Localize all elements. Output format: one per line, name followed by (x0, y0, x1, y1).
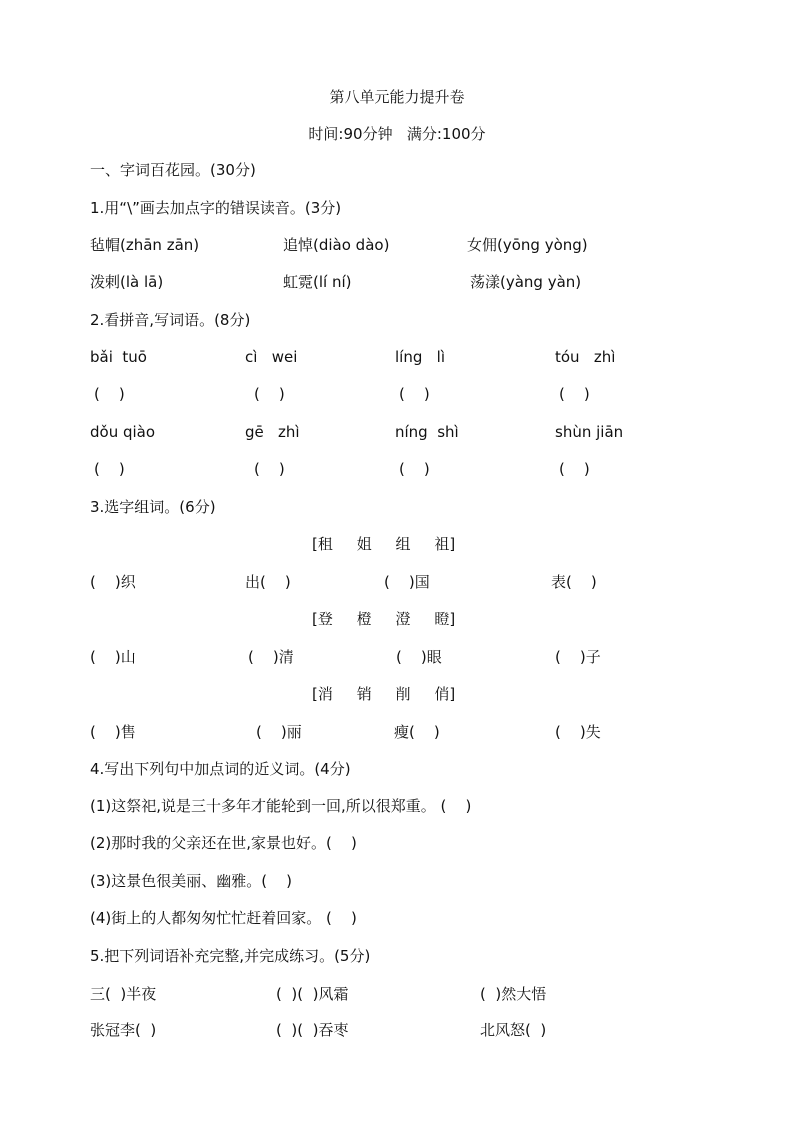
q1-item: 追悼(diào dào) (283, 236, 390, 254)
page-title: 第八单元能力提升卷 (329, 88, 465, 106)
section-heading: 一、字词百花园。(30分) (90, 161, 256, 179)
q3-item[interactable]: ( )山 (90, 648, 136, 666)
q1-item: 荡漾(yàng yàn) (470, 273, 582, 291)
q3-item[interactable]: 出( ) (245, 573, 291, 591)
character-group: [消 销 削 俏] (312, 685, 456, 703)
q3-item[interactable]: ( )国 (384, 573, 430, 591)
question-2-prompt: 2.看拼音,写词语。(8分) (90, 311, 251, 329)
answer-blank[interactable]: ( ) (399, 385, 430, 403)
q1-item: 虹霓(lí ní) (283, 273, 352, 291)
answer-blank[interactable]: ( ) (254, 460, 285, 478)
q5-idiom[interactable]: ( )然大悟 (480, 985, 547, 1003)
q3-item[interactable]: 瘦( ) (394, 723, 440, 741)
q4-sentence: (4)街上的人都匆匆忙忙赶着回家。 ( ) (90, 909, 357, 927)
pinyin-cell: níng shì (395, 423, 459, 441)
answer-blank[interactable]: ( ) (94, 385, 125, 403)
pinyin-cell: shùn jiān (555, 423, 624, 441)
pinyin-cell: tóu zhì (555, 348, 616, 366)
q1-item: 女佣(yōng yòng) (467, 236, 588, 254)
q4-sentence: (3)这景色很美丽、幽雅。( ) (90, 872, 293, 890)
q5-idiom[interactable]: ( )( )吞枣 (276, 1021, 349, 1039)
question-4-prompt: 4.写出下列句中加点词的近义词。(4分) (90, 760, 351, 778)
q5-idiom[interactable]: 三( )半夜 (90, 985, 157, 1003)
q3-item[interactable]: ( )子 (555, 648, 601, 666)
q3-item[interactable]: ( )织 (90, 573, 136, 591)
character-group: [租 姐 组 祖] (312, 535, 456, 553)
q5-idiom[interactable]: ( )( )风霜 (276, 985, 349, 1003)
q1-item: 毡帽(zhān zān) (90, 236, 200, 254)
answer-blank[interactable]: ( ) (254, 385, 285, 403)
answer-blank[interactable]: ( ) (399, 460, 430, 478)
q3-item[interactable]: 表( ) (551, 573, 597, 591)
exam-time-score: 时间:90分钟 满分:100分 (308, 125, 486, 143)
pinyin-cell: cì wei (245, 348, 298, 366)
q3-item[interactable]: ( )失 (555, 723, 601, 741)
pinyin-cell: gē zhì (245, 423, 300, 441)
pinyin-cell: bǎi tuō (90, 348, 147, 366)
pinyin-cell: líng lì (395, 348, 446, 366)
q5-idiom[interactable]: 北风怒( ) (480, 1021, 547, 1039)
q4-sentence: (1)这祭祀,说是三十多年才能轮到一回,所以很郑重。 ( ) (90, 797, 472, 815)
answer-blank[interactable]: ( ) (559, 385, 590, 403)
q3-item[interactable]: ( )售 (90, 723, 136, 741)
q3-item[interactable]: ( )眼 (396, 648, 442, 666)
pinyin-cell: dǒu qiào (90, 423, 156, 441)
q3-item[interactable]: ( )清 (248, 648, 294, 666)
answer-blank[interactable]: ( ) (94, 460, 125, 478)
question-5-prompt: 5.把下列词语补充完整,并完成练习。(5分) (90, 947, 371, 965)
answer-blank[interactable]: ( ) (559, 460, 590, 478)
q5-idiom[interactable]: 张冠李( ) (90, 1021, 157, 1039)
q1-item: 泼剌(là lā) (90, 273, 164, 291)
q4-sentence: (2)那时我的父亲还在世,家景也好。( ) (90, 834, 357, 852)
question-1-prompt: 1.用“\”画去加点字的错误读音。(3分) (90, 199, 342, 217)
question-3-prompt: 3.选字组词。(6分) (90, 498, 216, 516)
q3-item[interactable]: ( )丽 (256, 723, 302, 741)
character-group: [登 橙 澄 瞪] (312, 610, 456, 628)
